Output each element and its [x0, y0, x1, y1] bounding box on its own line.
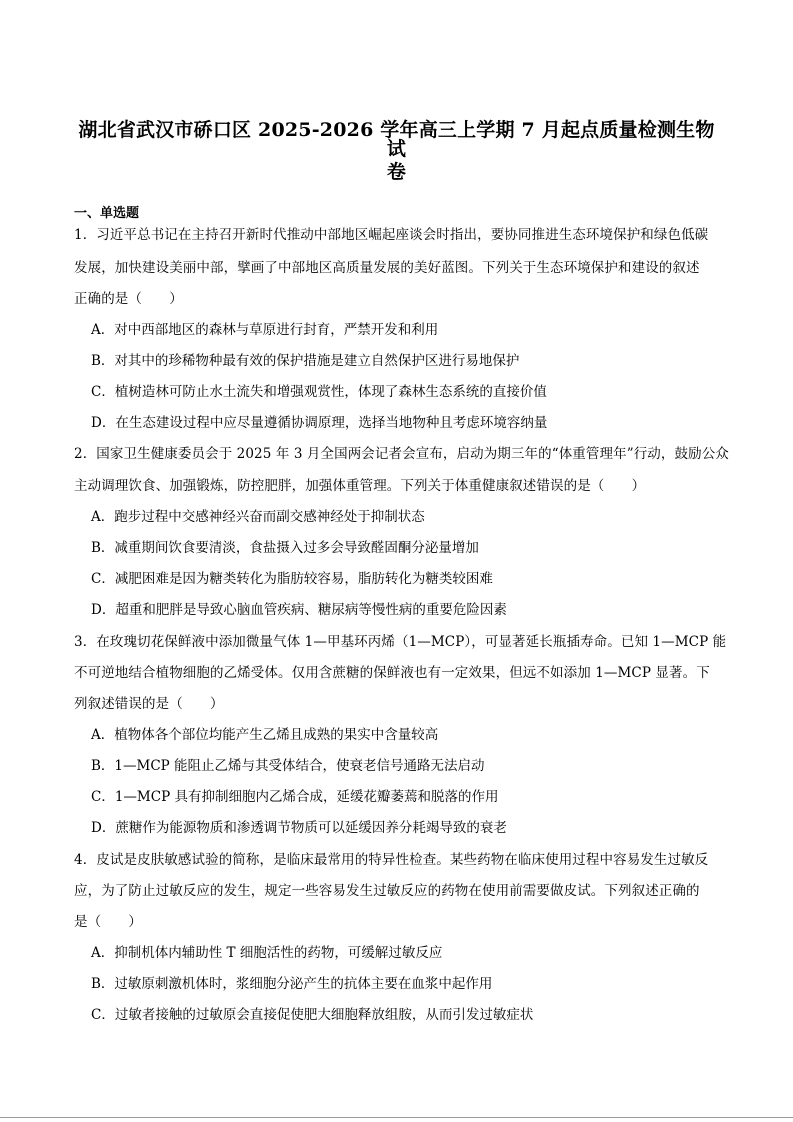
question-3-option-b: B．1—MCP 能阻止乙烯与其受体结合，使衰老信号通路无法启动 — [91, 758, 485, 774]
question-4-stem-line-2: 应，为了防止过敏反应的发生，规定一些容易发生过敏反应的药物在使用前需要做皮试。下列叙述正确的 — [74, 883, 700, 899]
question-4-option-a: A．抑制机体内辅助性 T 细胞活性的药物，可缓解过敏反应 — [91, 945, 443, 961]
question-4-option-c: C．过敏者接触的过敏原会直接促使肥大细胞释放组胺，从而引发过敏症状 — [91, 1007, 534, 1023]
question-2-stem-line-1: 2．国家卫生健康委员会于 2025 年 3 月全国两会记者会宣布，启动为期三年的“体重管理年”行动，鼓励公众 — [74, 446, 729, 462]
question-3-option-c: C．1—MCP 具有抑制细胞内乙烯合成，延缓花瓣萎蔫和脱落的作用 — [91, 789, 499, 805]
question-3-stem-line-2: 不可逆地结合植物细胞的乙烯受体。仅用含蔗糖的保鲜液也有一定效果，但远不如添加 1—MCP 显著。下 — [74, 665, 710, 681]
question-1-stem-line-1: 1．习近平总书记在主持召开新时代推动中部地区崛起座谈会时指出，要协同推进生态环境保护和绿色低碳 — [74, 227, 709, 243]
question-4-option-b: B．过敏原刺激机体时，浆细胞分泌产生的抗体主要在血浆中起作用 — [91, 976, 493, 992]
question-1-option-b: B．对其中的珍稀物种最有效的保护措施是建立自然保护区进行易地保护 — [91, 353, 520, 369]
question-1-stem-line-3: 正确的是（ ） — [74, 291, 183, 307]
document-title-line-2: 卷 — [386, 161, 407, 183]
section-heading: 一、单选题 — [74, 206, 140, 221]
question-3-stem-line-3: 列叙述错误的是（ ） — [74, 696, 224, 712]
question-1-option-d: D．在生态建设过程中应尽量遵循协调原理，选择当地物种且考虑环境容纳量 — [91, 415, 548, 431]
document-title-line-1: 湖北省武汉市硚口区 2025-2026 学年高三上学期 7 月起点质量检测生物试 — [78, 119, 715, 160]
question-2-option-c: C．减肥困难是因为糖类转化为脂肪较容易，脂肪转化为糖类较困难 — [91, 571, 493, 587]
question-4-stem-line-3: 是（ ） — [74, 914, 142, 930]
question-2-option-a: A．跑步过程中交感神经兴奋而副交感神经处于抑制状态 — [91, 509, 425, 525]
question-4-stem-line-1: 4．皮试是皮肤敏感试验的简称，是临床最常用的特异性检查。某些药物在临床使用过程中容易发生过敏反 — [74, 852, 709, 868]
question-1-option-c: C．植树造林可防止水土流失和增强观赏性，体现了森林生态系统的直接价值 — [91, 384, 547, 400]
question-3-stem-line-1: 3．在玫瑰切花保鲜液中添加微量气体 1—甲基环丙烯（1—MCP），可显著延长瓶插寿命。已知 1—MCP 能 — [74, 634, 727, 650]
question-1-stem-line-2: 发展，加快建设美丽中部，擘画了中部地区高质量发展的美好蓝图。下列关于生态环境保护和建设的叙述 — [74, 260, 700, 276]
question-2-option-b: B．减重期间饮食要清淡，食盐摄入过多会导致醛固酮分泌量增加 — [91, 540, 479, 556]
question-3-option-d: D．蔗糖作为能源物质和渗透调节物质可以延缓因养分耗竭导致的衰老 — [91, 820, 507, 836]
question-2-option-d: D．超重和肥胖是导致心脑血管疾病、糖尿病等慢性病的重要危险因素 — [91, 602, 507, 618]
page-bottom-divider — [0, 1117, 793, 1118]
question-1-option-a: A．对中西部地区的森林与草原进行封育，严禁开发和利用 — [91, 322, 439, 338]
question-3-option-a: A．植物体各个部位均能产生乙烯且成熟的果实中含量较高 — [91, 727, 439, 743]
question-2-stem-line-2: 主动调理饮食、加强锻炼，防控肥胖，加强体重管理。下列关于体重健康叙述错误的是（ ） — [74, 478, 646, 494]
